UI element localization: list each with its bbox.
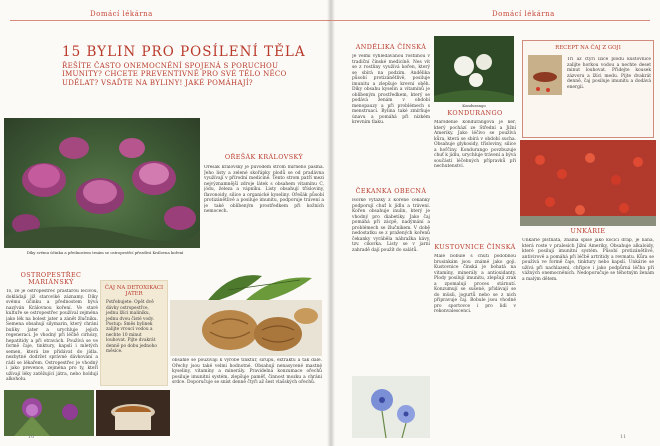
kondurango-caption: Kondurango bbox=[462, 103, 486, 108]
section-heading-oresak: OŘEŠÁK KRÁLOVSKÝ bbox=[224, 153, 304, 161]
page-number-left: 10 bbox=[28, 434, 35, 440]
chicory-photo bbox=[352, 376, 430, 438]
kondurango-image bbox=[434, 36, 514, 102]
section-text-cekanka: Hořké výtažky z kořene čekanky podporují chuť k jídlu a trávení. Kořen obsahuje inulin, který je vhodný pro diabetiky. Jako čaj pomáhá při zácpě, nadýmání a problémech se žlučníkem. V době nedostatku se z pražených kořenů čekanky vyráběla náhražka kávy, tzv. cikorka. Listy se v jarní zahradě dají použít do salátů. bbox=[352, 198, 430, 253]
tip-box-text: Potřebujete: Opět dvě dávky ostropestřce, jednu lžíci maliníku, jednu dvou čisté vody. Postup: Směs bylinek zalijte vroucí vodou a nechte 10 minut louhovat. Pijte dvakrát denně po dobu jednoho měsíce. bbox=[106, 300, 157, 355]
section-text-kondurango: Marsdénie kondurangová je keř, který pochází ze Střední a Jižní Ameriky. Jako léčivo se používá kůra, která se sbírá v období sucha. Obsahuje glykosidy, třísloviny, silice a hořčiny. Kondurango povzbuzuje chuť k jídlu, urychluje trávení a bývá součástí léčebných přípravků při nechutenství. bbox=[434, 120, 516, 169]
thistle-photo bbox=[4, 390, 94, 436]
clover-caption: Díky svému účinku a přednostem trnám se ostropestřcí přezdívá Královna koření bbox=[26, 250, 184, 255]
running-head-right: Domácí lékárna bbox=[492, 10, 555, 18]
tea-photo bbox=[96, 390, 170, 436]
section-heading-cekanka: ČEKANKA OBECNÁ bbox=[355, 187, 427, 195]
section-text-oresak: Ořešák královský je původem strom mírného pásma. Jeho listy a zelené skořápky plodů se od pradávna využívají v přírodní medicíně. Tento strom patří mezi nejvýznamnější zdroje látek s obsahem vitamínu C, jódu, železa a vápníku. Listy obsahují třísloviny, flavonoidy, silice a organické kyseliny. Ořešák působí protizánětlivě a posiluje imunitu, podporuje trávení a je také oblíbeným prostředkem při kožních nemocech. bbox=[204, 165, 324, 214]
goji-berries-photo bbox=[520, 140, 656, 226]
clover-flowers-image bbox=[4, 118, 200, 248]
section-text-andelika: Je velmi vyhledávanou rostlinou v tradiční čínské medicíně. Nes vit se z rostliny využívá kořen, který se sbírá na podzim. Andělika působí protizánětlivě, posiluje imunitu a zlepšuje krevní oběh. Díky obsahu kyselin a vitamínů je oblíbeným prostředkem, který se podává ženám v období menopauzy a při problémech s menstruací. Bylina také zmírňuje únavu a pomáhá při nízkém krevním tlaku. bbox=[352, 54, 430, 125]
chicory-flowers-image bbox=[352, 376, 430, 438]
header-rule-right bbox=[330, 20, 650, 21]
goji-tea-image bbox=[528, 55, 562, 95]
tip-box-detox bbox=[100, 280, 168, 386]
goji-tea-photo bbox=[528, 55, 562, 95]
section-heading-ostropestrec: OSTROPESTŘEC MARIÁNSKÝ bbox=[20, 271, 82, 287]
section-text-ostropestrec-continued-inline: nezbytné dodržet správné dávkování a rádí se lékařem. Ostropestřec je vhodný i jako prevence, zejména pro ty, kteří užívají léky zatěžující játra, nebo holdují alkoholu. bbox=[6, 355, 98, 382]
kondurango-photo bbox=[434, 36, 514, 102]
section-text-unkarie: Unkárie plstnatá, známá spíše jako kočičí dráp, je liána, která roste v pralesích Jižní Ameriky. Obsahuje alkaloidy, které posilují imunitní systém. Působí protizánětlivě, antivirově a pomáhá při léčbě artritidy a revmatu. Kůra se používá ve formě čaje, tinktury nebo kapslí. Unkárie se užívá při nachlazení, chřipce i jako podpůrná léčba při vážných onemocněních. Nedoporučuje se těhotným ženám a malým dětem. bbox=[522, 238, 654, 282]
lead-paragraph: ŘEŠÍTE ČASTO ONEMOCNĚNÍ SPOJENÁ S PORUCHOU IMUNITY? CHCETE PREVENTIVNĚ PRO SVÉ TĚLO NĚCO UDĚLAT? VSAĎTE NA BYLINY! JAKÉ POMÁHAJÍ? bbox=[62, 62, 287, 87]
section-heading-andelika: ANDĚLIKA ČÍNSKÁ bbox=[355, 43, 427, 51]
thistle-image bbox=[4, 390, 94, 436]
section-heading-kustovnice: KUSTOVNICE ČÍNSKÁ bbox=[434, 243, 516, 251]
right-page bbox=[330, 0, 660, 446]
clover-photo bbox=[4, 118, 200, 248]
walnut-image bbox=[170, 300, 322, 356]
section-heading-kondurango: KONDURANGO bbox=[447, 109, 503, 117]
recipe-box-title: RECEPT NA ČAJ Z GOJI bbox=[555, 45, 621, 51]
section-text-kustovnice: Malé bobule s chutí podobnou brusinkám jsou známé jako goji. Kustovnice čínská je bohatá na vitamíny, minerály a antioxidanty. Plody posilují imunitu, zlepšují zrak a zpomalují proces stárnutí. Konzumují se sušené, přidávají se do müsli, jogurtů nebo se z nich připravuje čaj. Bobule jsou vhodné pro sportovce i pro lidi v rekonvalescenci. bbox=[434, 254, 516, 314]
section-text-oresak-continued: obsáhle se používají k výrobě tinktur, sirupů, extraktů a tak dále. Ořechy jsou také velmi hodnotné. Obsahují nenasycené mastné kyseliny, vitamíny a minerály. Pravidelná konzumace ořechů posiluje imunitní systém, zlepšuje paměť, činnost mozku a chrání srdce. Doporučuje se sníst denně čtyři až šest vlašských ořechů. bbox=[172, 358, 322, 385]
recipe-box-text: Tři až čtyři lžíce plodů kustovnice zalijte horkou vodou a nechte deset minut louhovat. Přidejte kousek zázvoru a lžíci medu. Pijte dvakrát denně, čaj posiluje imunitu a dodává energii. bbox=[567, 57, 651, 90]
tip-box-title: ČAJ NA DETOXIKACI JATER bbox=[104, 285, 164, 298]
header-rule-left bbox=[10, 20, 330, 21]
section-heading-unkarie: UNKÁRIE bbox=[570, 227, 606, 235]
goji-berries-image bbox=[520, 140, 656, 226]
walnut-photo bbox=[170, 300, 322, 356]
tea-cup-image bbox=[96, 390, 170, 436]
section-text-ostropestrec: To, že je ostropestřec prastarou léčivou, dokládají již staroviké záznamy. Díky svému účinku a přednostem bývá nazýván Královnou koření. Ve staré kultuře se ostropestřec používal zejména jako lék na bolest jater a zánět žlučníku. Semena obsahují silymarin, který chrání buňky jater a urychluje jejich regeneraci. Je vhodný při léčbě cirhózy, hepatitidy a při otravách. Používá se ve formě čaje, tinktury, kapslí i mletých semen, která lze přidávat do jídla. nezbytné dodržet správné dávkování a rádí se lékařem. Ostropestřec je vhodný i jako prevence, zejména pro ty, kteří užívají léky zatěžující játra, nebo holdují alkoholu. bbox=[6, 289, 98, 382]
recipe-box-goji bbox=[522, 40, 654, 138]
page-title: 15 BYLIN PRO POSÍLENÍ TĚLA bbox=[62, 44, 306, 60]
running-head-left: Domácí lékárna bbox=[90, 10, 153, 18]
page-number-right: 11 bbox=[620, 434, 627, 440]
